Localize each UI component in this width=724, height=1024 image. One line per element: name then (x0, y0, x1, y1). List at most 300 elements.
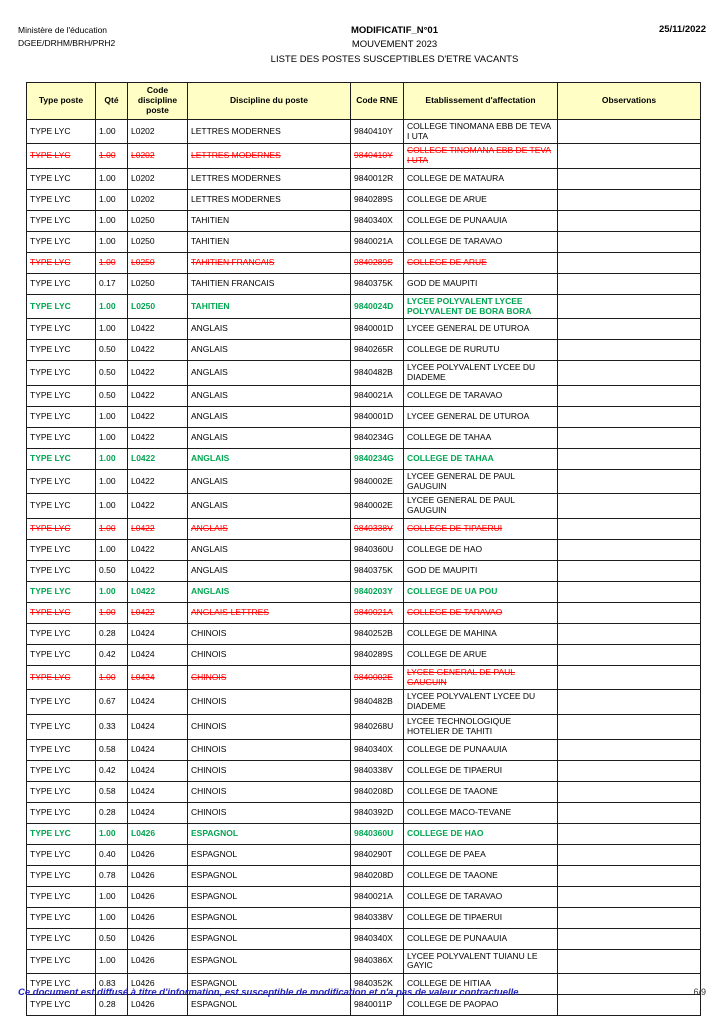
cell-type-poste: TYPE LYC (27, 189, 96, 210)
cell-code-discipline: L0426 (128, 844, 188, 865)
cell-code-rne: 9840410Y (351, 119, 404, 144)
table-row (27, 715, 701, 740)
cell-observations (558, 823, 701, 844)
cell-code-discipline: L0422 (128, 539, 188, 560)
cell-discipline: ESPAGNOL (188, 865, 351, 886)
cell-code-discipline: L0202 (128, 144, 188, 169)
cell-type-poste: TYPE LYC (27, 494, 96, 519)
table-row (27, 273, 701, 294)
cell-qte: 0.28 (96, 623, 128, 644)
cell-code-rne: 9840002E (351, 494, 404, 519)
cell-discipline: ANGLAIS (188, 560, 351, 581)
cell-code-rne: 9840289S (351, 189, 404, 210)
cell-etablissement: COLLEGE TINOMANA EBB DE TEVA I UTA (404, 119, 558, 144)
cell-type-poste: TYPE LYC (27, 252, 96, 273)
table-row (27, 385, 701, 406)
cell-code-discipline: L0426 (128, 886, 188, 907)
cell-discipline: ESPAGNOL (188, 974, 351, 995)
cell-code-discipline: L0250 (128, 210, 188, 231)
cell-code-rne: 9840265R (351, 340, 404, 361)
cell-discipline: TAHITIEN FRANCAIS (188, 273, 351, 294)
cell-etablissement: COLLEGE DE RURUTU (404, 340, 558, 361)
table-row (27, 469, 701, 494)
cell-discipline: ANGLAIS (188, 494, 351, 519)
table-row (27, 210, 701, 231)
cell-type-poste: TYPE LYC (27, 886, 96, 907)
cell-discipline: ANGLAIS (188, 427, 351, 448)
table-row (27, 760, 701, 781)
cell-code-rne: 9840338V (351, 518, 404, 539)
cell-type-poste: TYPE LYC (27, 231, 96, 252)
cell-code-rne: 9840410Y (351, 144, 404, 169)
cell-discipline: TAHITIEN (188, 210, 351, 231)
cell-qte: 0.28 (96, 802, 128, 823)
cell-code-discipline: L0422 (128, 469, 188, 494)
cell-observations (558, 560, 701, 581)
cell-observations (558, 539, 701, 560)
cell-type-poste: TYPE LYC (27, 760, 96, 781)
cell-etablissement: COLLEGE DE TARAVAO (404, 385, 558, 406)
cell-type-poste: TYPE LYC (27, 623, 96, 644)
cell-qte: 1.00 (96, 665, 128, 690)
cell-discipline: ESPAGNOL (188, 949, 351, 974)
table-row (27, 690, 701, 715)
cell-code-discipline: L0422 (128, 560, 188, 581)
table-row (27, 886, 701, 907)
cell-type-poste: TYPE LYC (27, 928, 96, 949)
cell-etablissement: COLLEGE DE ARUE (404, 644, 558, 665)
cell-discipline: CHINOIS (188, 739, 351, 760)
cell-discipline: ESPAGNOL (188, 886, 351, 907)
cell-discipline: CHINOIS (188, 690, 351, 715)
cell-qte: 0.17 (96, 273, 128, 294)
cell-code-discipline: L0422 (128, 385, 188, 406)
cell-discipline: ANGLAIS (188, 518, 351, 539)
cell-etablissement: COLLEGE DE TIPAERUI (404, 760, 558, 781)
col-header-type-poste: Type poste (27, 82, 96, 119)
cell-etablissement: LYCEE POLYVALENT LYCEE POLYVALENT DE BORA BORA (404, 294, 558, 319)
cell-observations (558, 690, 701, 715)
cell-etablissement: COLLEGE DE PAOPAO (404, 995, 558, 1016)
col-header-code-discipline: Code discipline poste (128, 82, 188, 119)
cell-discipline: ANGLAIS (188, 385, 351, 406)
cell-code-rne: 9840360U (351, 823, 404, 844)
cell-qte: 0.50 (96, 560, 128, 581)
cell-qte: 1.00 (96, 119, 128, 144)
cell-discipline: CHINOIS (188, 715, 351, 740)
cell-code-rne: 9840012R (351, 168, 404, 189)
cell-discipline: LETTRES MODERNES (188, 189, 351, 210)
cell-qte: 1.00 (96, 168, 128, 189)
cell-etablissement: COLLEGE DE ARUE (404, 189, 558, 210)
cell-qte: 1.00 (96, 886, 128, 907)
cell-etablissement: COLLEGE DE MAHINA (404, 623, 558, 644)
cell-observations (558, 361, 701, 386)
cell-type-poste: TYPE LYC (27, 581, 96, 602)
cell-observations (558, 644, 701, 665)
cell-etablissement: COLLEGE DE PUNAAUIA (404, 210, 558, 231)
table-row (27, 781, 701, 802)
cell-code-rne: 9840352K (351, 974, 404, 995)
cell-code-discipline: L0422 (128, 518, 188, 539)
cell-code-discipline: L0424 (128, 739, 188, 760)
table-row (27, 427, 701, 448)
table-row (27, 406, 701, 427)
table-row (27, 739, 701, 760)
table-row (27, 168, 701, 189)
table-row (27, 319, 701, 340)
cell-observations (558, 907, 701, 928)
cell-code-rne: 9840386X (351, 949, 404, 974)
table-row (27, 189, 701, 210)
cell-type-poste: TYPE LYC (27, 560, 96, 581)
cell-qte: 0.50 (96, 361, 128, 386)
cell-type-poste: TYPE LYC (27, 340, 96, 361)
cell-observations (558, 865, 701, 886)
cell-etablissement: LYCEE GENERAL DE PAUL GAUGUIN (404, 469, 558, 494)
cell-observations (558, 739, 701, 760)
cell-etablissement: COLLEGE DE TAAONE (404, 781, 558, 802)
cell-type-poste: TYPE LYC (27, 644, 96, 665)
cell-etablissement: COLLEGE DE PUNAAUIA (404, 739, 558, 760)
cell-qte: 1.00 (96, 469, 128, 494)
cell-code-rne: 9840234G (351, 448, 404, 469)
cell-observations (558, 469, 701, 494)
cell-code-rne: 9840208D (351, 781, 404, 802)
cell-discipline: CHINOIS (188, 802, 351, 823)
cell-etablissement: COLLEGE DE PUNAAUIA (404, 928, 558, 949)
cell-qte: 1.00 (96, 518, 128, 539)
cell-discipline: ANGLAIS (188, 319, 351, 340)
cell-code-discipline: L0426 (128, 865, 188, 886)
department-line: DGEE/DRHM/BRH/PRH2 (18, 38, 116, 49)
cell-code-discipline: L0426 (128, 995, 188, 1016)
cell-discipline: ANGLAIS (188, 361, 351, 386)
cell-code-discipline: L0422 (128, 581, 188, 602)
cell-observations (558, 781, 701, 802)
cell-observations (558, 231, 701, 252)
cell-observations (558, 602, 701, 623)
table-row (27, 340, 701, 361)
col-header-code-rne: Code RNE (351, 82, 404, 119)
cell-etablissement: COLLEGE MACO-TEVANE (404, 802, 558, 823)
cell-code-rne: 9840290T (351, 844, 404, 865)
cell-discipline: ANGLAIS (188, 448, 351, 469)
col-header-qte: Qté (96, 82, 128, 119)
cell-etablissement: COLLEGE TINOMANA EBB DE TEVA I UTA (404, 144, 558, 169)
cell-code-rne: 9840338V (351, 907, 404, 928)
table-row (27, 665, 701, 690)
cell-code-discipline: L0250 (128, 231, 188, 252)
table-row (27, 602, 701, 623)
table-body (27, 119, 701, 1015)
cell-observations (558, 144, 701, 169)
cell-discipline: LETTRES MODERNES (188, 119, 351, 144)
cell-etablissement: GOD DE MAUPITI (404, 273, 558, 294)
cell-etablissement: LYCEE POLYVALENT LYCEE DU DIADEME (404, 361, 558, 386)
cell-qte: 0.78 (96, 865, 128, 886)
cell-observations (558, 581, 701, 602)
cell-code-discipline: L0422 (128, 427, 188, 448)
cell-discipline: ANGLAIS (188, 539, 351, 560)
table-row (27, 518, 701, 539)
cell-qte: 1.00 (96, 210, 128, 231)
doc-title: MODIFICATIF_N°01 (350, 25, 439, 36)
cell-type-poste: TYPE LYC (27, 119, 96, 144)
cell-etablissement: LYCEE POLYVALENT LYCEE DU DIADEME (404, 690, 558, 715)
cell-etablissement: COLLEGE DE MATAURA (404, 168, 558, 189)
cell-code-rne: 9840340X (351, 210, 404, 231)
table-row (27, 949, 701, 974)
cell-etablissement: COLLEGE DE TARAVAO (404, 231, 558, 252)
cell-type-poste: TYPE LYC (27, 144, 96, 169)
cell-qte: 1.00 (96, 581, 128, 602)
cell-observations (558, 189, 701, 210)
cell-observations (558, 494, 701, 519)
cell-qte: 0.42 (96, 760, 128, 781)
cell-code-rne: 9840338V (351, 760, 404, 781)
cell-code-rne: 9840024D (351, 294, 404, 319)
cell-discipline: CHINOIS (188, 760, 351, 781)
cell-qte: 1.00 (96, 602, 128, 623)
cell-code-rne: 9840002E (351, 665, 404, 690)
table-row (27, 581, 701, 602)
cell-discipline: LETTRES MODERNES (188, 144, 351, 169)
table-row (27, 623, 701, 644)
postes-table (26, 82, 701, 1016)
cell-code-rne: 9840340X (351, 928, 404, 949)
cell-code-rne: 9840203Y (351, 581, 404, 602)
cell-qte: 1.00 (96, 189, 128, 210)
cell-etablissement: LYCEE POLYVALENT TUIANU LE GAYIC (404, 949, 558, 974)
cell-qte: 0.33 (96, 715, 128, 740)
cell-discipline: ANGLAIS (188, 340, 351, 361)
cell-type-poste: TYPE LYC (27, 739, 96, 760)
cell-type-poste: TYPE LYC (27, 469, 96, 494)
cell-observations (558, 886, 701, 907)
cell-observations (558, 760, 701, 781)
cell-observations (558, 210, 701, 231)
cell-code-discipline: L0202 (128, 189, 188, 210)
cell-code-rne: 9840021A (351, 231, 404, 252)
cell-qte: 1.00 (96, 949, 128, 974)
cell-type-poste: TYPE LYC (27, 168, 96, 189)
cell-discipline: TAHITIEN (188, 231, 351, 252)
disclaimer-text: Ce document est diffusé à titre d'information, est susceptible de modification et n'a pas de valeur contractuelle (18, 987, 519, 998)
cell-etablissement: COLLEGE DE HITIAA (404, 974, 558, 995)
cell-code-rne: 9840289S (351, 252, 404, 273)
cell-observations (558, 252, 701, 273)
cell-type-poste: TYPE LYC (27, 949, 96, 974)
table-row (27, 644, 701, 665)
cell-observations (558, 518, 701, 539)
table-row (27, 844, 701, 865)
cell-etablissement: COLLEGE DE HAO (404, 823, 558, 844)
table-row (27, 865, 701, 886)
cell-code-discipline: L0250 (128, 252, 188, 273)
cell-type-poste: TYPE LYC (27, 539, 96, 560)
cell-qte: 1.00 (96, 494, 128, 519)
cell-observations (558, 168, 701, 189)
cell-code-rne: 9840252B (351, 623, 404, 644)
cell-observations (558, 715, 701, 740)
cell-discipline: ESPAGNOL (188, 995, 351, 1016)
cell-qte: 1.00 (96, 448, 128, 469)
cell-code-discipline: L0422 (128, 494, 188, 519)
cell-type-poste: TYPE LYC (27, 690, 96, 715)
cell-qte: 0.67 (96, 690, 128, 715)
table-row (27, 823, 701, 844)
cell-observations (558, 949, 701, 974)
cell-code-rne: 9840021A (351, 886, 404, 907)
cell-discipline: ESPAGNOL (188, 823, 351, 844)
cell-qte: 0.28 (96, 995, 128, 1016)
cell-observations (558, 665, 701, 690)
cell-code-discipline: L0202 (128, 119, 188, 144)
cell-discipline: ANGLAIS (188, 469, 351, 494)
table-row (27, 448, 701, 469)
cell-code-discipline: L0422 (128, 448, 188, 469)
cell-code-discipline: L0250 (128, 273, 188, 294)
cell-discipline: CHINOIS (188, 623, 351, 644)
cell-code-rne: 9840375K (351, 273, 404, 294)
cell-qte: 1.00 (96, 823, 128, 844)
cell-type-poste: TYPE LYC (27, 995, 96, 1016)
cell-qte: 0.83 (96, 974, 128, 995)
cell-code-discipline: L0424 (128, 644, 188, 665)
cell-type-poste: TYPE LYC (27, 448, 96, 469)
table-row (27, 294, 701, 319)
cell-etablissement: COLLEGE DE TIPAERUI (404, 518, 558, 539)
cell-discipline: ANGLAIS-LETTRES (188, 602, 351, 623)
cell-code-discipline: L0422 (128, 602, 188, 623)
cell-discipline: TAHITIEN FRANCAIS (188, 252, 351, 273)
cell-code-rne: 9840234G (351, 427, 404, 448)
cell-code-discipline: L0424 (128, 715, 188, 740)
cell-observations (558, 340, 701, 361)
cell-code-rne: 9840340X (351, 739, 404, 760)
cell-qte: 1.00 (96, 319, 128, 340)
cell-discipline: CHINOIS (188, 644, 351, 665)
cell-code-discipline: L0424 (128, 760, 188, 781)
cell-type-poste: TYPE LYC (27, 974, 96, 995)
cell-type-poste: TYPE LYC (27, 823, 96, 844)
cell-etablissement: LYCEE GENERAL DE UTUROA (404, 406, 558, 427)
table-row (27, 119, 701, 144)
cell-observations (558, 406, 701, 427)
cell-qte: 0.50 (96, 340, 128, 361)
cell-code-rne: 9840268U (351, 715, 404, 740)
cell-code-rne: 9840021A (351, 602, 404, 623)
cell-code-rne: 9840375K (351, 560, 404, 581)
cell-etablissement: LYCEE GENERAL DE PAUL GAUGUIN (404, 494, 558, 519)
cell-etablissement: COLLEGE DE TARAVAO (404, 602, 558, 623)
page-number: 6/9 (693, 987, 706, 997)
cell-type-poste: TYPE LYC (27, 385, 96, 406)
cell-observations (558, 119, 701, 144)
cell-code-discipline: L0424 (128, 623, 188, 644)
cell-etablissement: LYCEE GENERAL DE UTUROA (404, 319, 558, 340)
header-left-block (18, 24, 203, 50)
doc-subtitle-movement: MOUVEMENT 2023 (351, 39, 438, 51)
cell-code-discipline: L0426 (128, 823, 188, 844)
cell-qte: 1.00 (96, 427, 128, 448)
cell-code-discipline: L0424 (128, 781, 188, 802)
table-row (27, 907, 701, 928)
cell-code-rne: 9840392D (351, 802, 404, 823)
cell-observations (558, 802, 701, 823)
cell-code-rne: 9840482B (351, 361, 404, 386)
cell-etablissement: COLLEGE DE PAEA (404, 844, 558, 865)
cell-code-discipline: L0426 (128, 974, 188, 995)
cell-code-discipline: L0426 (128, 907, 188, 928)
cell-discipline: ANGLAIS (188, 581, 351, 602)
cell-type-poste: TYPE LYC (27, 602, 96, 623)
cell-code-discipline: L0202 (128, 168, 188, 189)
cell-type-poste: TYPE LYC (27, 518, 96, 539)
cell-observations (558, 273, 701, 294)
cell-qte: 1.00 (96, 252, 128, 273)
cell-type-poste: TYPE LYC (27, 294, 96, 319)
cell-observations (558, 928, 701, 949)
cell-code-rne: 9840360U (351, 539, 404, 560)
cell-discipline: LETTRES MODERNES (188, 168, 351, 189)
cell-etablissement: COLLEGE DE HAO (404, 539, 558, 560)
cell-etablissement: LYCEE TECHNOLOGIQUE HOTELIER DE TAHITI (404, 715, 558, 740)
cell-etablissement: COLLEGE DE UA POU (404, 581, 558, 602)
cell-qte: 1.00 (96, 144, 128, 169)
cell-code-discipline: L0422 (128, 340, 188, 361)
cell-type-poste: TYPE LYC (27, 319, 96, 340)
page-header (0, 0, 724, 67)
cell-code-discipline: L0426 (128, 928, 188, 949)
cell-type-poste: TYPE LYC (27, 781, 96, 802)
cell-code-rne: 9840011P (351, 995, 404, 1016)
cell-observations (558, 319, 701, 340)
cell-qte: 0.50 (96, 385, 128, 406)
doc-subtitle-liste: LISTE DES POSTES SUSCEPTIBLES D'ETRE VACANTS (270, 53, 519, 65)
ministry-line: Ministère de l'éducation (18, 25, 108, 35)
table-row (27, 802, 701, 823)
cell-etablissement: COLLEGE DE TARAVAO (404, 886, 558, 907)
cell-discipline: ANGLAIS (188, 406, 351, 427)
table-row (27, 539, 701, 560)
cell-type-poste: TYPE LYC (27, 844, 96, 865)
cell-code-rne: 9840208D (351, 865, 404, 886)
cell-qte: 0.58 (96, 739, 128, 760)
cell-type-poste: TYPE LYC (27, 715, 96, 740)
cell-discipline: TAHITIEN (188, 294, 351, 319)
cell-qte: 1.00 (96, 406, 128, 427)
cell-qte: 1.00 (96, 539, 128, 560)
cell-qte: 0.40 (96, 844, 128, 865)
cell-code-discipline: L0250 (128, 294, 188, 319)
cell-etablissement: COLLEGE DE TAAONE (404, 865, 558, 886)
cell-type-poste: TYPE LYC (27, 802, 96, 823)
table-row (27, 560, 701, 581)
cell-qte: 0.42 (96, 644, 128, 665)
col-header-etablissement: Etablissement d'affectation (404, 82, 558, 119)
cell-qte: 1.00 (96, 231, 128, 252)
doc-date: 25/11/2022 (658, 24, 706, 35)
cell-observations (558, 427, 701, 448)
cell-etablissement: COLLEGE DE ARUE (404, 252, 558, 273)
cell-code-discipline: L0424 (128, 690, 188, 715)
cell-type-poste: TYPE LYC (27, 361, 96, 386)
table-row (27, 361, 701, 386)
cell-qte: 1.00 (96, 294, 128, 319)
cell-observations (558, 844, 701, 865)
